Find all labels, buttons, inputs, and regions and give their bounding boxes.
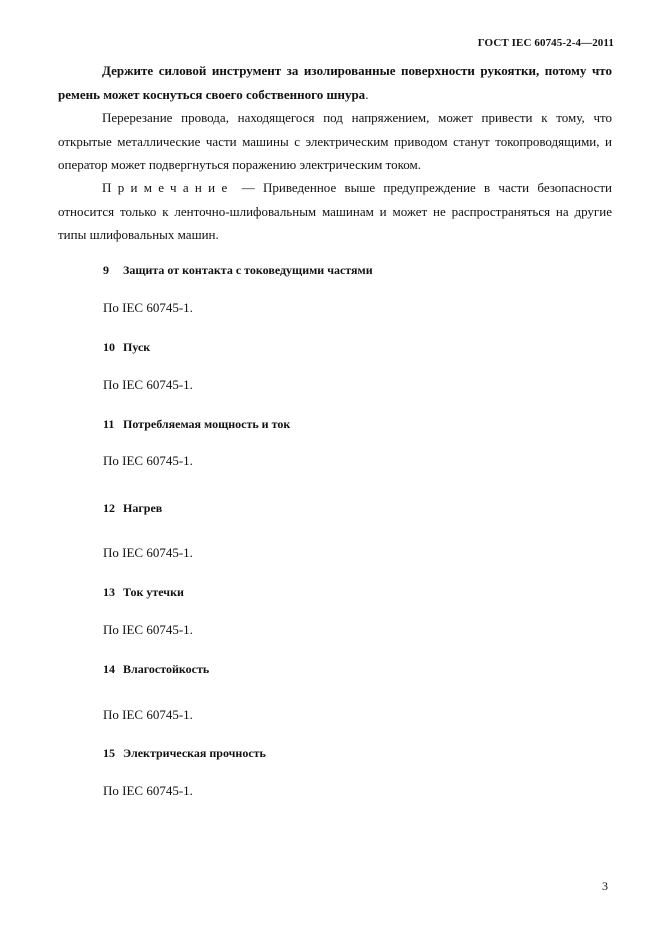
page-number: 3 (602, 879, 608, 893)
section-number: 9 (103, 263, 109, 277)
section-number: 10 (103, 340, 115, 354)
section-10-title (103, 340, 150, 355)
section-title-text: Защита от контакта с токоведущими частями (123, 263, 373, 277)
section-title-text: Пуск (123, 340, 151, 354)
explanation-paragraph (58, 106, 612, 177)
section-9-title (103, 263, 373, 278)
note-text: — Приведенное выше предупреждение в части безопасности относится только к ленточно-шлифовальным машинам и может не распространяться на другие типы шлифовальных машин. (58, 180, 612, 242)
section-number: 15 (103, 746, 115, 760)
section-14-title (103, 662, 209, 677)
section-15-title (103, 746, 266, 761)
section-number: 12 (103, 501, 115, 515)
section-11-title (103, 417, 290, 432)
section-title-text: Электрическая прочность (123, 746, 266, 760)
document-header: ГОСТ IEC 60745-2-4—2011 (477, 37, 614, 49)
explanation-text: Перерезание провода, находящегося под напряжением, может привести к тому, что открытые металлические части машины с электрическим приводом станут токопроводящими, и оператор может подвергнуться поражению электрическим током. (58, 110, 612, 172)
section-12-text: По IEC 60745-1. (103, 545, 193, 560)
section-13-text: По IEC 60745-1. (103, 622, 193, 637)
section-title-text: Потребляемая мощность и ток (123, 417, 291, 431)
section-13-title (103, 585, 184, 600)
section-15-text: По IEC 60745-1. (103, 783, 193, 798)
warning-text: Держите силовой инструмент за изолированные поверхности рукоятки, потому что ремень может коснуться своего собственного шнура (58, 63, 612, 102)
section-title-text: Ток утечки (123, 585, 184, 599)
section-9-text: По IEC 60745-1. (103, 300, 193, 315)
warning-tail: . (365, 86, 369, 102)
section-11-text: По IEC 60745-1. (103, 453, 193, 468)
section-number: 13 (103, 585, 115, 599)
section-10-text: По IEC 60745-1. (103, 377, 193, 392)
section-number: 11 (103, 417, 115, 431)
section-title-text: Нагрев (123, 501, 163, 515)
section-title-text: Влагостойкость (123, 662, 210, 676)
note-label: Примечание (102, 180, 234, 195)
section-14-text: По IEC 60745-1. (103, 707, 193, 722)
warning-paragraph (58, 59, 612, 106)
note-paragraph (58, 176, 612, 247)
section-12-title (103, 501, 162, 516)
section-number: 14 (103, 662, 115, 676)
